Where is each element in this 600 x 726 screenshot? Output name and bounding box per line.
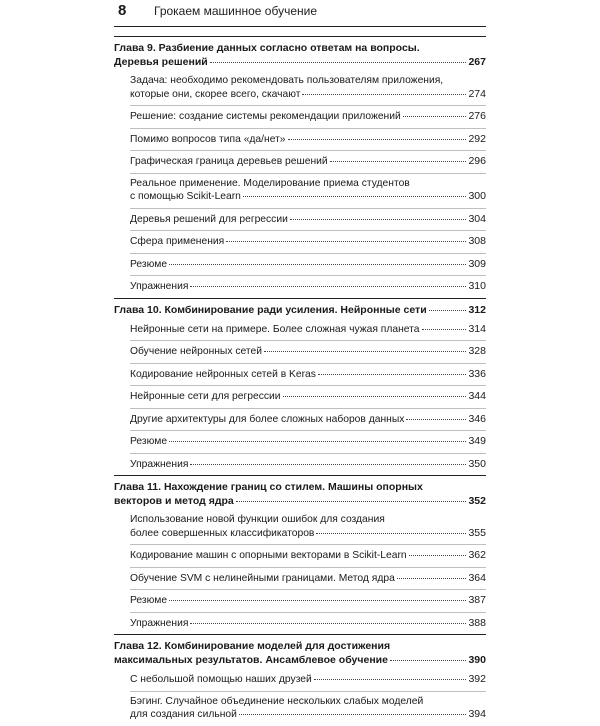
entry-page-number: 388 [468,616,486,629]
entry-last-line [130,549,486,563]
toc-entry [130,669,486,692]
dot-leader [290,218,467,220]
toc-entry [130,209,486,232]
dot-leader [422,328,467,330]
entry-title: Обучение нейронных сетей [130,346,262,357]
dot-leader [239,713,467,715]
section-list [114,669,486,726]
entry-last-line [130,133,486,147]
section-list [114,510,486,634]
entry-title: которые они, скорее всего, скачают [130,88,301,100]
entry-last-line [130,280,486,294]
entry-title: Упражнения [130,458,189,470]
entry-last-line [130,435,486,449]
entry-last-line [130,390,486,404]
entry-last-line [130,88,486,102]
entry-page-number: 336 [468,367,486,380]
entry-title: Сфера применения [130,236,225,247]
dot-leader [236,500,467,502]
chapter-title-last-line [114,653,486,667]
entry-title: Нейронные сети на примере. Более сложная чужая планета [130,323,420,335]
entry-last-line [130,708,486,722]
toc-entry [130,319,486,342]
entry-page-number: 362 [468,549,486,561]
entry-title: Резюме [130,595,168,606]
entry-page-number: 387 [468,594,486,606]
entry-title: для создания сильной [130,709,237,720]
entry-page-number: 349 [468,435,486,447]
entry-page-number: 350 [468,457,486,470]
dot-leader [226,240,466,242]
entry-title-line: Задача: необходимо рекомендовать пользователям приложения, [130,75,444,86]
entry-last-line [130,323,486,337]
toc-entry [130,231,486,254]
dot-leader [390,659,467,661]
header-rule [114,26,486,27]
entry-title: Упражнения [130,281,189,292]
toc-chapter [114,634,486,726]
chapter-title-last-line [114,494,486,508]
chapter-title [114,37,486,69]
entry-last-line [130,572,486,586]
entry-page-number: 274 [468,87,486,100]
entry-last-line [130,213,486,227]
toc-entry [130,454,486,476]
chapter-title [114,635,486,667]
toc-entry [130,431,486,454]
toc-entry [130,590,486,613]
dot-leader [316,532,466,534]
entry-last-line [130,594,486,608]
toc-entry [130,545,486,568]
dot-leader [169,263,466,265]
toc-entry [130,386,486,409]
entry-last-line [130,458,486,472]
dot-leader [190,622,466,624]
chapter-title-text: Глава 10. Комбинирование ради усиления. Нейронные сети [114,303,427,316]
entry-page-number: 296 [468,155,486,167]
chapter-page-number: 352 [468,495,486,507]
entry-last-line [130,617,486,631]
entry-page-number: 300 [468,190,486,202]
entry-page-number: 310 [468,280,486,292]
entry-last-line [130,368,486,382]
toc-entry [130,106,486,129]
chapter-page-number: 312 [468,303,486,316]
entry-title: Другие архитектуры для более сложных наборов данных [130,413,405,425]
entry-page-number: 346 [468,412,486,425]
chapter-title-last-line [114,55,486,69]
dot-leader [318,373,467,375]
dot-leader [397,577,467,579]
toc-entry [130,568,486,591]
dot-leader [169,440,466,442]
section-list [114,71,486,298]
entry-last-line [130,413,486,427]
toc-entry [130,254,486,277]
toc-entry [130,71,486,106]
chapter-title-text: Деревья решений [114,56,208,68]
entry-last-line [130,235,486,249]
chapter-title-text: векторов и метод ядра [114,495,234,507]
toc-entry [130,151,486,174]
toc-entry [130,613,486,635]
entry-title: Кодирование нейронных сетей в Keras [130,368,316,380]
dot-leader [330,160,467,162]
chapter-title-line: Глава 9. Разбиение данных согласно ответам на вопросы. [114,42,420,54]
entry-title: Кодирование машин с опорными векторами в Scikit-Learn [130,550,407,561]
running-title: Грокаем машинное обучение [154,4,318,18]
toc-entry [130,409,486,432]
toc-entry [130,174,486,209]
dot-leader [210,61,467,63]
toc-chapter [114,36,486,298]
entry-page-number: 308 [468,235,486,247]
entry-last-line [130,190,486,204]
entry-title-line: Бэгинг. Случайное объединение нескольких слабых моделей [130,695,424,707]
chapter-title-last-line [114,303,486,317]
entry-page-number: 328 [468,345,486,357]
entry-last-line [130,673,486,687]
page-number: 8 [118,2,127,19]
entry-last-line [130,345,486,359]
entry-page-number: 292 [468,132,486,145]
dot-leader [409,554,467,556]
entry-title: Упражнения [130,617,189,629]
entry-page-number: 344 [468,390,486,402]
dot-leader [283,395,467,397]
entry-title: Решение: создание системы рекомендации приложений [130,111,401,122]
entry-page-number: 394 [468,708,486,720]
entry-page-number: 392 [468,673,486,685]
entry-title: Резюме [130,436,168,447]
entry-title: Резюме [130,258,168,270]
entry-title: Деревья решений для регрессии [130,213,288,225]
chapter-title [114,299,486,317]
entry-title: Помимо вопросов типа «да/нет» [130,133,286,145]
running-header [118,2,317,24]
entry-page-number: 314 [468,322,486,335]
toc-entry [130,510,486,545]
chapter-page-number: 267 [468,56,486,68]
toc-chapter [114,475,486,634]
chapter-title-line: Глава 12. Комбинирование моделей для достижения [114,640,391,652]
toc-entry [130,129,486,152]
entry-last-line [130,110,486,124]
dot-leader [403,115,467,117]
entry-page-number: 276 [468,110,486,122]
entry-last-line [130,258,486,272]
chapter-title-text: максимальных результатов. Ансамблевое обучение [114,654,388,666]
dot-leader [288,138,467,140]
dot-leader [302,93,466,95]
entry-title: более совершенных классификаторов [130,527,315,539]
section-list [114,319,486,476]
entry-page-number: 364 [468,571,486,584]
dot-leader [169,599,466,601]
entry-page-number: 355 [468,526,486,539]
dot-leader [406,418,466,420]
toc-entry [130,692,486,726]
toc-entry [130,341,486,364]
dot-leader [190,285,466,287]
entry-title-line: Реальное применение. Моделирование приема студентов [130,177,410,189]
entry-title: Обучение SVM с нелинейными границами. Метод ядра [130,572,395,584]
entry-page-number: 309 [468,257,486,270]
dot-leader [314,678,467,680]
entry-title: Графическая граница деревьев решений [130,156,328,167]
table-of-contents [114,36,486,726]
entry-title: с помощью Scikit-Learn [130,191,241,202]
dot-leader [264,350,467,352]
chapter-title-line: Глава 11. Нахождение границ со стилем. Машины опорных [114,481,423,493]
entry-title: Нейронные сети для регрессии [130,391,281,402]
toc-chapter [114,298,486,476]
dot-leader [429,309,467,311]
dot-leader [243,195,467,197]
chapter-title [114,476,486,508]
toc-entry [130,364,486,387]
entry-last-line [130,155,486,169]
entry-title-line: Использование новой функции ошибок для создания [130,514,385,525]
entry-title: С небольшой помощью наших друзей [130,674,312,685]
chapter-page-number: 390 [468,654,486,666]
entry-page-number: 304 [468,212,486,225]
dot-leader [190,463,466,465]
entry-last-line [130,527,486,541]
toc-entry [130,276,486,298]
